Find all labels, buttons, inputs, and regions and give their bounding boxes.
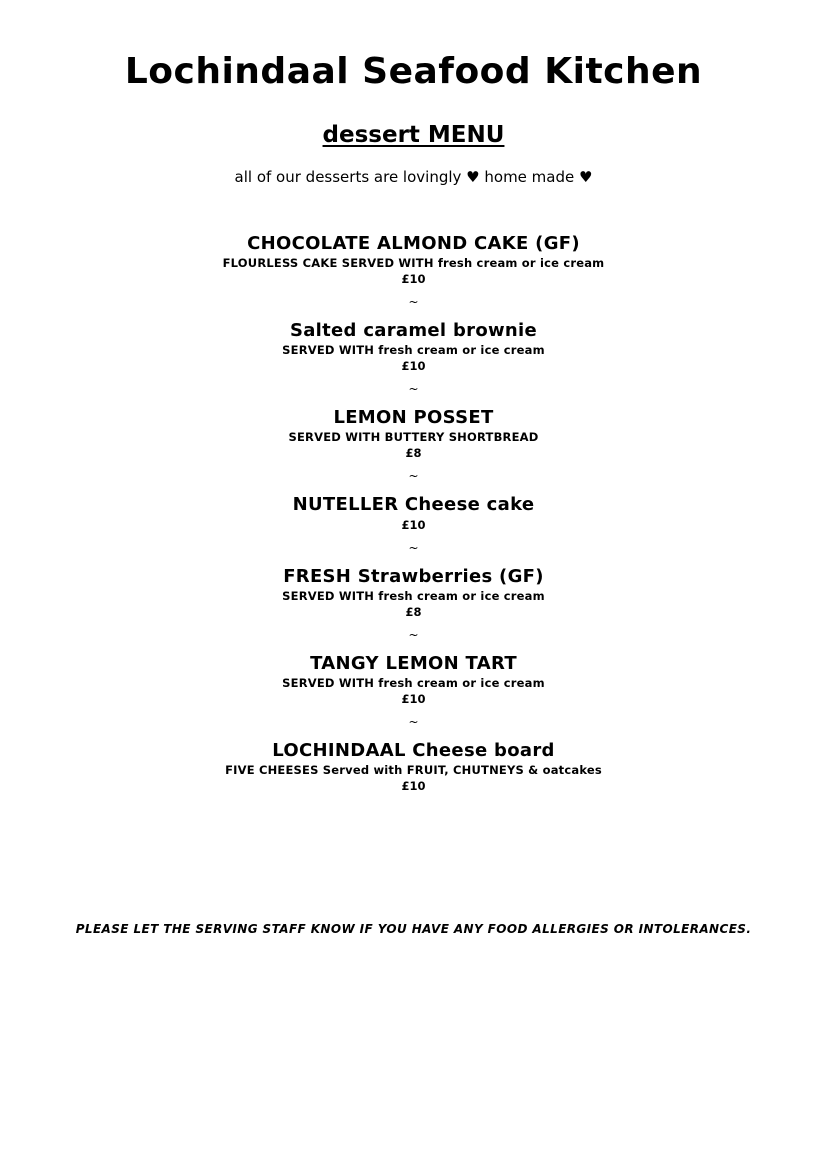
menu-item-description: FLOURLESS CAKE SERVED WITH fresh cream or ice cream xyxy=(222,256,605,270)
menu-item xyxy=(0,493,827,533)
menu-item-price: £10 xyxy=(401,359,426,373)
menu-item-description: SERVED WITH fresh cream or ice cream xyxy=(282,589,545,603)
menu-separator: ~ xyxy=(408,382,419,396)
menu-item-price: £10 xyxy=(401,518,426,532)
menu-item xyxy=(0,565,827,620)
menu-item-price: £10 xyxy=(401,272,426,286)
menu-item xyxy=(0,406,827,461)
menu-item-name: NUTELLER Cheese cake xyxy=(292,494,535,515)
menu-item-price: £10 xyxy=(401,779,426,793)
menu-item-description: SERVED WITH BUTTERY SHORTBREAD xyxy=(288,430,539,444)
menu-item-description: FIVE CHEESES Served with FRUIT, CHUTNEYS & oatcakes xyxy=(225,763,602,777)
menu-item-description: SERVED WITH fresh cream or ice cream xyxy=(282,676,545,690)
menu-item xyxy=(0,232,827,287)
restaurant-title: Lochindaal Seafood Kitchen xyxy=(124,51,703,92)
menu-item-name: TANGY LEMON TART xyxy=(310,653,517,674)
menu-separator: ~ xyxy=(408,628,419,642)
menu-item-description: SERVED WITH fresh cream or ice cream xyxy=(282,343,545,357)
menu-item-name: CHOCOLATE ALMOND CAKE (GF) xyxy=(247,233,580,254)
menu-item-name: LEMON POSSET xyxy=(333,407,494,428)
menu-subtitle: dessert MENU xyxy=(322,122,505,148)
allergy-notice: PLEASE LET THE SERVING STAFF KNOW IF YOU HAVE ANY FOOD ALLERGIES OR INTOLERANCES. xyxy=(75,922,752,936)
menu-item xyxy=(0,739,827,794)
menu-tagline: all of our desserts are lovingly ♥ home made ♥ xyxy=(234,168,593,186)
menu-item-price: £10 xyxy=(401,692,426,706)
menu-item-price: £8 xyxy=(405,605,422,619)
menu-item xyxy=(0,319,827,374)
menu-item-price: £8 xyxy=(405,446,422,460)
dessert-list xyxy=(0,232,827,794)
menu-separator: ~ xyxy=(408,295,419,309)
menu-separator: ~ xyxy=(408,715,419,729)
menu-separator: ~ xyxy=(408,469,419,483)
menu-item-name: LOCHINDAAL Cheese board xyxy=(272,740,555,761)
menu-item-name: FRESH Strawberries (GF) xyxy=(283,566,544,587)
menu-item xyxy=(0,652,827,707)
menu-separator: ~ xyxy=(408,541,419,555)
menu-item-name: Salted caramel brownie xyxy=(289,320,538,341)
